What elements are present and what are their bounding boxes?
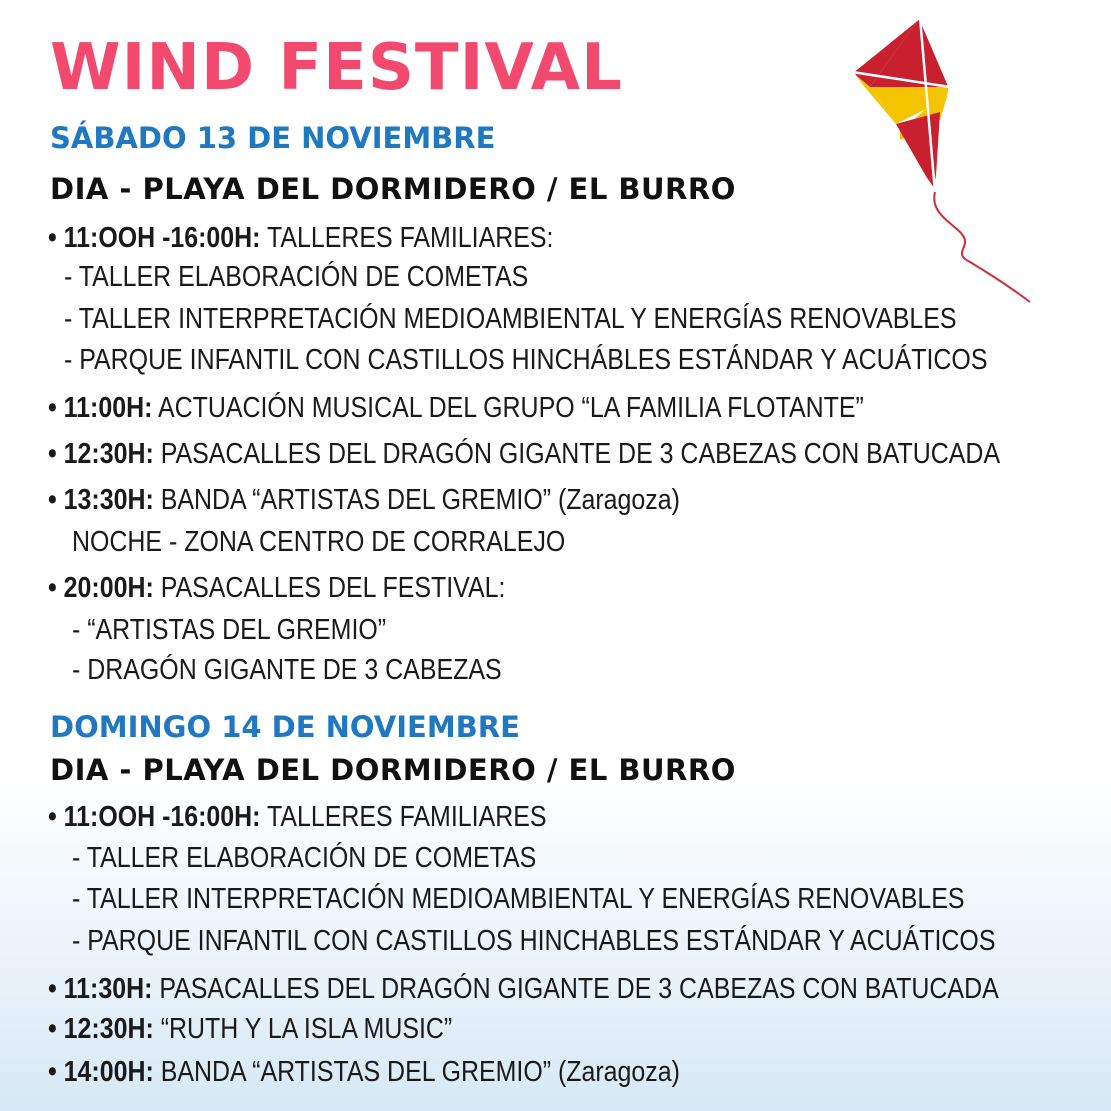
schedule-line: • 11:OOH -16:00H: TALLERES FAMILIARES <box>48 801 547 833</box>
schedule-line: • 11:OOH -16:00H: TALLERES FAMILIARES: <box>48 222 554 254</box>
schedule-line: • 12:30H: PASACALLES DEL DRAGÓN GIGANTE DE 3 CABEZAS CON BATUCADA <box>48 438 1001 470</box>
schedule-line: - PARQUE INFANTIL CON CASTILLOS HINCHABLES ESTÁNDAR Y ACUÁTICOS <box>72 925 996 957</box>
schedule-line: • 11:30H: PASACALLES DEL DRAGÓN GIGANTE DE 3 CABEZAS CON BATUCADA <box>48 973 999 1005</box>
schedule-line: • 12:30H: “RUTH Y LA ISLA MUSIC” <box>48 1013 453 1045</box>
schedule-line: • 20:00H: PASACALLES DEL FESTIVAL: <box>48 572 506 604</box>
schedule-line: - PARQUE INFANTIL CON CASTILLOS HINCHÁBLES ESTÁNDAR Y ACUÁTICOS <box>64 344 988 376</box>
page-title: WIND FESTIVAL <box>50 31 623 105</box>
schedule-line: • 11:00H: ACTUACIÓN MUSICAL DEL GRUPO “LA FAMILIA FLOTANTE” <box>48 392 864 424</box>
day-2-date: DOMINGO 14 DE NOVIEMBRE <box>50 710 520 744</box>
schedule-line: • 13:30H: BANDA “ARTISTAS DEL GREMIO” (Zaragoza) <box>48 484 680 516</box>
schedule-line: - TALLER INTERPRETACIÓN MEDIOAMBIENTAL Y ENERGÍAS RENOVABLES <box>64 303 957 335</box>
schedule-line: • 14:00H: BANDA “ARTISTAS DEL GREMIO” (Zaragoza) <box>48 1056 680 1088</box>
schedule-line: - TALLER INTERPRETACIÓN MEDIOAMBIENTAL Y ENERGÍAS RENOVABLES <box>72 883 965 915</box>
schedule-line: - TALLER ELABORACIÓN DE COMETAS <box>72 842 537 874</box>
day-2-place: DIA - PLAYA DEL DORMIDERO / EL BURRO <box>50 753 736 787</box>
kite-icon <box>840 12 1040 312</box>
day-1-date: SÁBADO 13 DE NOVIEMBRE <box>50 121 496 155</box>
schedule-line: - DRAGÓN GIGANTE DE 3 CABEZAS <box>72 654 502 686</box>
night-location: NOCHE - ZONA CENTRO DE CORRALEJO <box>72 526 566 558</box>
day-1-place: DIA - PLAYA DEL DORMIDERO / EL BURRO <box>50 172 736 206</box>
schedule-line: - “ARTISTAS DEL GREMIO” <box>72 614 387 646</box>
schedule-line: - TALLER ELABORACIÓN DE COMETAS <box>64 261 529 293</box>
